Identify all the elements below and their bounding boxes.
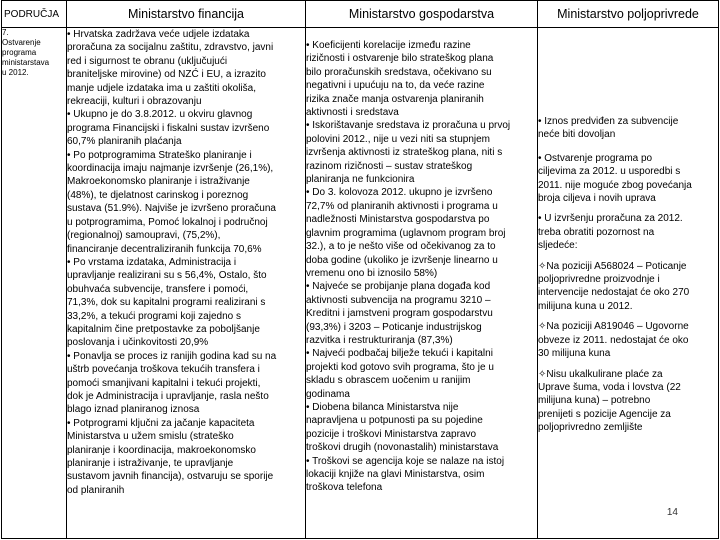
text-line: • Ponavlja se proces iz ranijih godina kad su na (67, 350, 277, 362)
text-line: ✧Nisu ukalkulirane plaće za (538, 368, 663, 380)
economy-text (306, 28, 537, 495)
text-line: u potprogramima, Pomoć lokalnoj i područnoj (67, 216, 268, 228)
text-line: uštrb povećanja troškova tekućih transfera i (67, 364, 260, 376)
area-line: ministarstava (2, 58, 50, 67)
text-line: projekti kod gotovo svih programa, što je u (306, 361, 494, 373)
bullet-block (538, 152, 718, 206)
text-line: ciljevima za 2012. u usporedbi s (538, 166, 681, 178)
bullet-block (538, 260, 718, 314)
text-line: (93,3%) i 3203 – Poticanje industrijskog (306, 321, 482, 333)
text-line: sustava (51.9%). Najviše je izvršeno proračuna (67, 203, 276, 215)
text-line: bilo proračunskih sredstava, očekivano su (306, 66, 492, 78)
text-line: • Iskorištavanje sredstava iz proračuna u prvoj (306, 120, 511, 132)
text-line: 33,2%, a tekući programi koji zajedno s (67, 310, 241, 322)
text-line: ✧Na poziciji A819046 – Ugovorne (538, 321, 689, 333)
text-line: polovini 2012., nije u vezi niti sa stupnjem (306, 133, 490, 145)
text-line: neće biti dovoljan (538, 129, 616, 141)
text-line: ✧Na poziciji A568024 – Poticanje (538, 260, 687, 272)
text-line: Makroekonomsko planiranje i istraživanje (67, 176, 250, 188)
agriculture-cell (538, 28, 719, 539)
text-line: aktivnosti subvencija na programu 3210 – (306, 294, 491, 306)
text-line: doba godine (ukoliko je izvršenje linearno u (306, 254, 498, 266)
text-line: blago iznad planiranog iznosa (67, 404, 200, 416)
header-ministry-economy: Ministarstvo gospodarstva (306, 1, 538, 28)
area-line: Ostvarenje (2, 38, 41, 47)
text-line: kapitalnim čine pretpostavke za poboljšanje (67, 323, 260, 335)
text-line: aktivnosti i sredstava (306, 107, 399, 119)
text-line: glavnim programima (uglavnom program broj (306, 227, 506, 239)
text-line: proračuna za socijalnu zaštitu, zdravstvo, javni (67, 42, 274, 54)
text-line: • Potprogrami ključni za jačanje kapaciteta (67, 417, 255, 429)
text-line: milijuna kuna) – potrebno (538, 395, 651, 407)
text-line: lokaciji knjiže na glavi Ministarstva, osim (306, 469, 485, 480)
text-line: 2011. nije moguće zbog povećanja (538, 179, 692, 191)
bullet-block (538, 212, 718, 252)
bullet-block (538, 115, 718, 142)
text-line: • U izvršenju proračuna za 2012. (538, 213, 683, 225)
header-ministry-agriculture: Ministarstvo poljoprivrede (538, 1, 719, 28)
text-line: Uprave šuma, voda i lovstva (22 (538, 381, 681, 393)
text-line: planiranje i istraživanje, te upravljanje (67, 458, 234, 469)
text-line: 60,7% planiranih plaćanja (67, 136, 182, 148)
text-line: prenijeti s pozicije Agencije za (538, 408, 671, 420)
text-line: vremenu ono bi iznosilo 58%) (306, 267, 438, 279)
text-line: poljoprivredno zemljište (538, 422, 643, 434)
text-line: braniteljske mirovine) od NZĆ i EU, a izrazito (67, 69, 266, 81)
text-line: 71,3%, dok su kapitalni programi realizirani s (67, 297, 266, 309)
economy-cell (306, 28, 538, 539)
text-line: od planiranih (67, 484, 125, 496)
text-line: rizičnosti i ostvarenje bilo strateškog plana (306, 53, 494, 65)
text-line: • Hrvatska zadržava veće udjele izdataka (67, 29, 250, 40)
text-line: obuhvaća subvencije, transfere i pomoći, (67, 283, 249, 295)
text-line: razvitka i restrukturiranja (87,3%) (306, 334, 453, 346)
text-line: 72,7% od planiranih aktivnosti i programa u (306, 200, 498, 212)
header-row (2, 1, 719, 28)
area-line: u 2012. (2, 68, 29, 77)
text-line: nadležnosti Ministarstva gospodarstva po (306, 214, 490, 226)
area-goal-label (2, 28, 66, 78)
text-line: • Najveći podbačaj bilježe tekući i kapitalni (306, 348, 493, 360)
text-line: • Najveće se probijanje plana događa kod (306, 281, 491, 293)
text-line: • Ostvarenje programa po (538, 152, 653, 164)
text-line: obveze iz 2011. nedostajat će oko (538, 334, 689, 346)
text-line: dok je Administracija i upravljanje, rasla nešto (67, 390, 269, 402)
text-line: • Po vrstama izdataka, Administracija i (67, 256, 237, 268)
content-row (2, 28, 719, 539)
text-line: (48%), te djelatnost carinskog i poreznog (67, 189, 249, 201)
text-line: troškovi drugih (novonastalih) ministarstava (306, 442, 499, 454)
text-line: planiranje i koordinacija, makroekonomsko (67, 444, 256, 456)
text-line: planiranja ne funkcionira (306, 174, 415, 186)
finance-text (67, 28, 305, 497)
text-line: upravljanje realizirani su s 56,4%, Ostalo, što (67, 270, 267, 282)
text-line: skladu s obrascem uočenim u ranijim (306, 375, 471, 387)
text-line: izvršenja aktivnosti iz strateškog plana, niti s (306, 147, 503, 159)
text-line: negativni i upućuju na to, da veće razine (306, 80, 485, 92)
text-line: sustavom javnih financija), ostvaruju se sporije (67, 471, 274, 483)
text-line: rekreaciji, kulturi i obrazovanju (67, 96, 202, 108)
area-line: programa (2, 48, 37, 57)
text-line: 30 milijuna kuna (538, 348, 611, 360)
text-line: financiranje decentraliziranih funkcija 70,6% (67, 243, 262, 255)
text-line: koordinacija imaju najmanje izvršenje (26,1%), (67, 163, 274, 175)
text-line: broja ciljeva i novih upravа (538, 193, 656, 205)
text-line: sljedeće: (538, 240, 578, 252)
text-line: (regionalnoj) samoupravi, (75,2%), (67, 230, 221, 242)
text-line: • Koeficijenti korelacije između razine (306, 40, 471, 51)
text-line: programa Financijski i fiskalni sustav izvršeno (67, 122, 270, 134)
text-line: • Po potprogramima Strateško planiranje i (67, 149, 252, 161)
text-line: • Troškovi se agencija koje se nalaze na istoj (306, 455, 505, 467)
text-line: milijuna kuna u 2012. (538, 300, 633, 312)
text-line: poslovanja i učinkovitosti 20,9% (67, 337, 209, 349)
text-line: intervencije nedostajat će oko 270 (538, 287, 690, 299)
text-line: • Ukupno je do 3.8.2012. u okviru glavnog (67, 109, 253, 121)
ministries-table (1, 0, 719, 539)
text-line: • Do 3. kolovoza 2012. ukupno je izvršeno (306, 187, 493, 199)
bullet-block (538, 368, 718, 435)
finance-cell (67, 28, 306, 539)
text-line: • Iznos predviđen za subvencije (538, 116, 679, 127)
text-line: treba obratiti pozornost na (538, 226, 655, 238)
bullet-block (538, 320, 718, 360)
text-line: rizika znače manja ostvarenja planiranih (306, 93, 484, 105)
text-line: napravljena u potpunosti pa su pojedine (306, 415, 483, 427)
text-line: manje udjele izdataka ima u zaštiti okoliša, (67, 82, 256, 94)
text-line: Ministarstva u užem smislu (strateško (67, 431, 234, 443)
text-line: razinom rizičnosti – sustav strateškog (306, 160, 473, 172)
text-line: 32.), a to je nešto više od očekivanog za to (306, 241, 496, 253)
header-area: PODRUČJA (2, 1, 67, 28)
text-line: • Diobena bilanca Ministarstva nije (306, 401, 459, 413)
page-number: 14 (666, 507, 678, 518)
header-ministry-finance: Ministarstvo financija (67, 1, 306, 28)
area-line: 7. (2, 28, 9, 37)
text-line: troškova telefona (306, 482, 383, 494)
text-line: Kreditni i jamstveni program gospodarstvu (306, 308, 493, 320)
area-cell (2, 28, 67, 539)
agriculture-text (538, 28, 718, 435)
text-line: pomoći smanjivani kapitalni i tekući projekti, (67, 377, 261, 389)
text-line: godinama (306, 388, 350, 400)
text-line: red i sigurnost te obranu (uključujući (67, 55, 228, 67)
text-line: pozicije i troškovi Ministarstva zapravo (306, 428, 477, 440)
text-line: poljoprivredne proizvodnje i (538, 274, 660, 286)
